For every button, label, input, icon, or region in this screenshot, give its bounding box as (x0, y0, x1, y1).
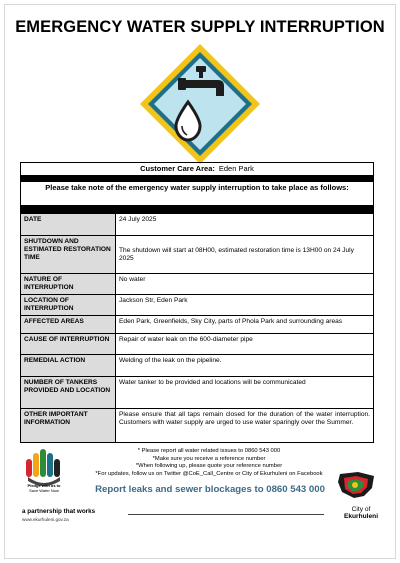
city-of-ekurhuleni-logo (334, 466, 380, 502)
row-value-cause: Repair of water leak on the 600-diameter pipe (116, 334, 374, 355)
city-line-1: City of (351, 506, 371, 513)
footer-rule (128, 514, 324, 515)
table-row (21, 214, 374, 236)
customer-care-area (20, 162, 374, 175)
notice-text: Please take note of the emergency water supply interruption to take place as follows: (20, 182, 374, 205)
pledge-text (18, 484, 70, 493)
table-row (21, 409, 374, 443)
notes-block (78, 448, 340, 478)
row-value-tankers: Water tanker to be provided and locations will be communicated (116, 377, 374, 409)
row-label-affected-areas: AFFECTED AREAS (21, 316, 116, 334)
row-label-tankers: NUMBER OF TANKERS PROVIDED AND LOCATION (21, 377, 116, 409)
row-value-affected-areas: Eden Park, Greenfields, Sky City, parts of Phola Park and surrounding areas (116, 316, 374, 334)
row-value-shutdown: The shutdown will start at 08H00, estimated restoration time is 13H00 on 24 July 2025 (116, 236, 374, 274)
partnership-slogan: a partnership that works (22, 508, 96, 515)
table-row (21, 295, 374, 316)
pledge-line-2: Save Water Now (29, 487, 59, 493)
divider-bar (20, 175, 374, 182)
note-line: *When following up, please quote your reference number (135, 463, 283, 470)
city-name (338, 506, 384, 520)
row-label-location: LOCATION OF INTERRUPTION (21, 295, 116, 316)
divider-bar (20, 205, 374, 213)
row-value-other-info: Please ensure that all taps remain closed for the duration of the water interruption. Customers with water supply are urged to use water sparingly over the Summer. (116, 409, 374, 443)
water-tap-logo (138, 42, 262, 166)
report-leaks-line: Report leaks and sewer blockages to 0860 543 000 (95, 484, 325, 495)
row-value-remedial: Welding of the leak on the pipeline. (116, 355, 374, 377)
row-label-date: DATE (21, 214, 116, 236)
care-area-value: Eden Park (218, 164, 254, 173)
table-row (21, 274, 374, 295)
row-value-nature: No water (116, 274, 374, 295)
page-title: EMERGENCY WATER SUPPLY INTERRUPTION (15, 18, 385, 36)
table-row (21, 334, 374, 355)
row-label-remedial: REMEDIAL ACTION (21, 355, 116, 377)
interruption-details-table (20, 213, 374, 443)
table-row (21, 355, 374, 377)
table-row (21, 316, 374, 334)
row-label-nature: NATURE OF INTERRUPTION (21, 274, 116, 295)
row-label-other-info: OTHER IMPORTANT INFORMATION (21, 409, 116, 443)
city-line-2: Ekurhuleni (343, 513, 379, 520)
water-tap-icon (138, 42, 262, 166)
note-line: * Please report all water related issues to 0860 543 000 (137, 448, 281, 454)
website-link[interactable]: www.ekurhuleni.gov.za (22, 517, 69, 522)
note-line: *For updates, follow us on Twitter @CoE_Call_Centre or City of Ekurhuleni on Facebook (95, 470, 323, 477)
care-area-label: Customer Care Area: (140, 164, 215, 173)
note-line: *Make sure you receive a reference number (152, 455, 266, 462)
row-label-cause: CAUSE OF INTERRUPTION (21, 334, 116, 355)
row-label-shutdown: SHUTDOWN AND ESTIMATED RESTORATION TIME (21, 236, 116, 274)
pledge-line-1: Pledge with us to (27, 483, 61, 488)
table-row (21, 236, 374, 274)
row-value-date: 24 July 2025 (116, 214, 374, 236)
row-value-location: Jackson Str, Eden Park (116, 295, 374, 316)
table-row (21, 377, 374, 409)
